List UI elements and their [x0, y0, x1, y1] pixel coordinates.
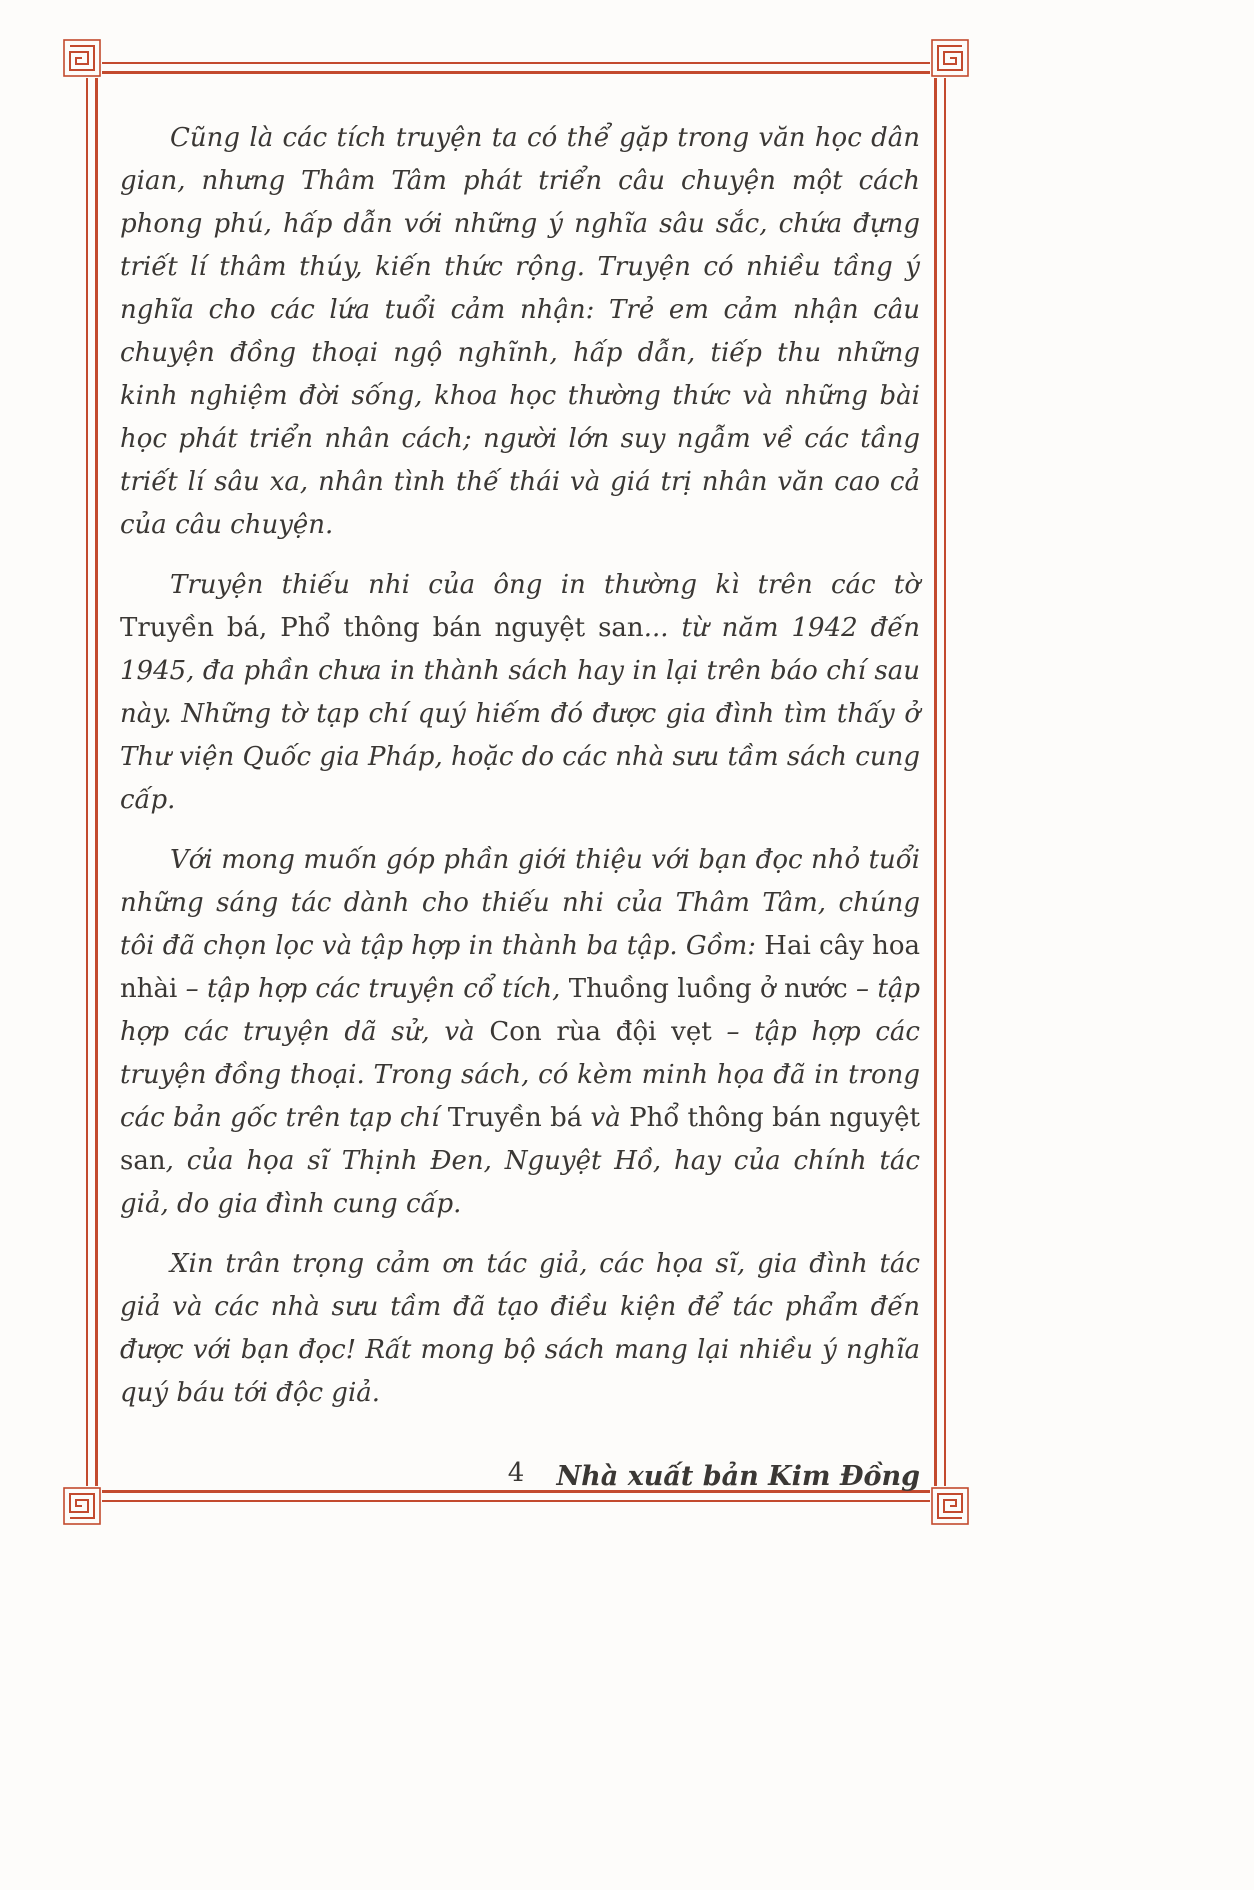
corner-spiral-ornament-icon [928, 36, 972, 80]
body-text-segment: – tập hợp các truyện dã sử, và [120, 974, 920, 1047]
book-title-text: Con rùa đội vẹt [489, 1017, 712, 1047]
body-text-segment: Xin trân trọng cảm ơn tác giả, các họa sĩ, gia đình tác giả và các nhà sưu tầm đã tạo điều kiện để tác phẩm đến được với bạn đọc! Rất mong bộ sách mang lại nhiều ý nghĩa quý báu tới độc giả. [120, 1249, 920, 1408]
book-title-text: Truyền bá, Phổ thông bán nguyệt san [120, 613, 644, 643]
corner-spiral-ornament-icon [60, 1484, 104, 1528]
body-text-segment: ... từ năm 1942 đến 1945, đa phần chưa in thành sách hay in lại trên báo chí sau này. Những tờ tạp chí quý hiếm đó được gia đình tìm thấy ở Thư viện Quốc gia Pháp, hoặc do các nhà sưu tầm sách cung cấp. [120, 613, 920, 815]
corner-spiral-ornament-icon [928, 1484, 972, 1528]
paragraph [120, 1243, 920, 1415]
corner-spiral-ornament-icon [60, 36, 104, 80]
book-title-text: Truyền bá [447, 1103, 583, 1133]
paragraph [120, 117, 920, 547]
body-text-segment: , của họa sĩ Thịnh Đen, Nguyệt Hồ, hay của chính tác giả, do gia đình cung cấp. [120, 1146, 920, 1219]
body-text-segment: Với mong muốn góp phần giới thiệu với bạn đọc nhỏ tuổi những sáng tác dành cho thiếu nhi của Thâm Tâm, chúng tôi đã chọn lọc và tập hợp in thành ba tập. Gồm: [120, 845, 920, 961]
publisher-signature: Nhà xuất bản Kim Đồng [556, 1461, 920, 1492]
page-number: 4 [507, 1458, 525, 1488]
body-text-segment: – tập hợp các truyện cổ tích, [177, 974, 569, 1004]
body-text [120, 117, 920, 1498]
book-title-text: Phổ thông bán nguyệt san [120, 1103, 920, 1176]
body-text-segment: Cũng là các tích truyện ta có thể gặp trong văn học dân gian, nhưng Thâm Tâm phát triển câu chuyện một cách phong phú, hấp dẫn với những ý nghĩa sâu sắc, chứa đựng triết lí thâm thúy, kiến thức rộng. Truyện có nhiều tầng ý nghĩa cho các lứa tuổi cảm nhận: Trẻ em cảm nhận câu chuyện đồng thoại ngộ nghĩnh, hấp dẫn, tiếp thu những kinh nghiệm đời sống, khoa học thường thức và những bài học phát triển nhân cách; người lớn suy ngẫm về các tầng triết lí sâu xa, nhân tình thế thái và giá trị nhân văn cao cả của câu chuyện. [120, 123, 920, 540]
book-title-text: Hai cây hoa nhài [120, 931, 920, 1004]
body-text-segment: Truyện thiếu nhi của ông in thường kì trên các tờ [170, 570, 920, 600]
book-title-text: Thuồng luồng ở nước [568, 974, 848, 1004]
paragraph [120, 839, 920, 1226]
body-text-segment: và [582, 1103, 630, 1133]
body-text-segment: – tập hợp các truyện đồng thoại. Trong sách, có kèm minh họa đã in trong các bản gốc trên tạp chí [120, 1017, 920, 1133]
paragraph [120, 564, 920, 822]
